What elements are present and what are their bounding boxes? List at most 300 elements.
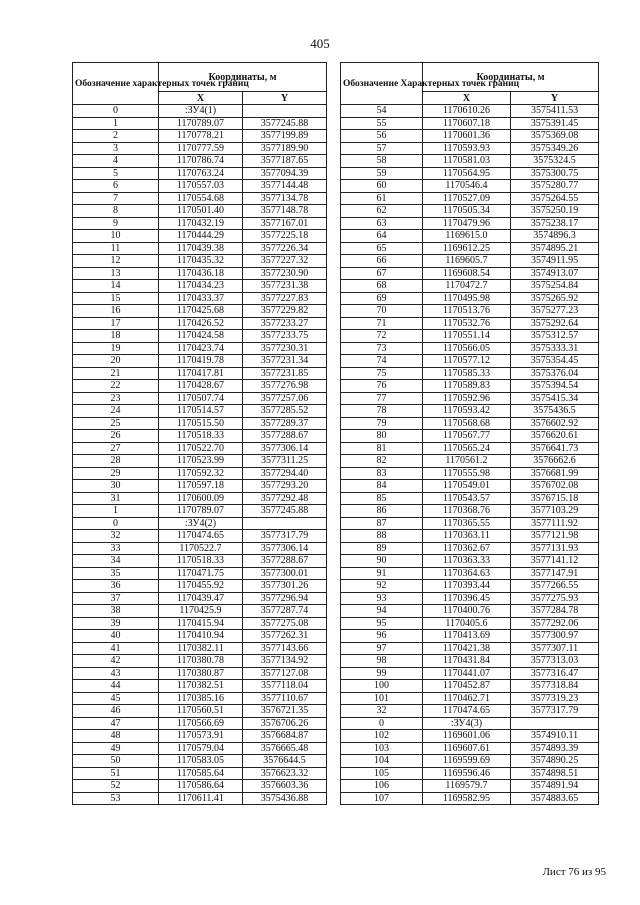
point-number: 13 bbox=[73, 267, 159, 280]
table-row bbox=[341, 742, 599, 755]
table-row bbox=[341, 305, 599, 318]
y-coordinate: 3577110.67 bbox=[243, 692, 327, 705]
point-number: 7 bbox=[73, 192, 159, 205]
x-coordinate: 1170385.16 bbox=[159, 692, 243, 705]
point-number: 82 bbox=[341, 455, 423, 468]
table-row bbox=[73, 192, 327, 205]
y-coordinate: 3577300.97 bbox=[511, 630, 599, 643]
table-row bbox=[73, 692, 327, 705]
x-coordinate: 1170585.33 bbox=[423, 367, 511, 380]
table-row bbox=[341, 442, 599, 455]
y-coordinate: 3575292.64 bbox=[511, 317, 599, 330]
x-coordinate: 1170611.41 bbox=[159, 792, 243, 805]
x-coordinate: 1170431.84 bbox=[423, 655, 511, 668]
x-coordinate: :ЗУ4(1) bbox=[159, 105, 243, 118]
y-coordinate: 3576702.08 bbox=[511, 480, 599, 493]
table-row bbox=[73, 430, 327, 443]
x-coordinate: 1170585.64 bbox=[159, 767, 243, 780]
point-number: 41 bbox=[73, 642, 159, 655]
x-coordinate: 1170365.55 bbox=[423, 517, 511, 530]
point-number: 24 bbox=[73, 405, 159, 418]
x-coordinate: 1170368.76 bbox=[423, 505, 511, 518]
y-coordinate: 3577245.88 bbox=[243, 117, 327, 130]
table-row bbox=[73, 567, 327, 580]
y-coordinate: 3577318.84 bbox=[511, 680, 599, 693]
point-number: 5 bbox=[73, 167, 159, 180]
y-coordinate: 3576620.61 bbox=[511, 430, 599, 443]
point-number: 83 bbox=[341, 467, 423, 480]
table-row bbox=[341, 705, 599, 718]
point-number: 27 bbox=[73, 442, 159, 455]
table-row bbox=[341, 480, 599, 493]
x-coordinate: 1170778.21 bbox=[159, 130, 243, 143]
point-number: 86 bbox=[341, 505, 423, 518]
x-coordinate: 1170777.59 bbox=[159, 142, 243, 155]
table-row bbox=[341, 192, 599, 205]
y-coordinate: 3577111.92 bbox=[511, 517, 599, 530]
point-number: 31 bbox=[73, 492, 159, 505]
table-row bbox=[341, 517, 599, 530]
table-row bbox=[73, 117, 327, 130]
table-row bbox=[73, 280, 327, 293]
point-number: 53 bbox=[73, 792, 159, 805]
x-coordinate: 1170444.29 bbox=[159, 230, 243, 243]
table-row bbox=[73, 767, 327, 780]
y-coordinate: 3575411.53 bbox=[511, 105, 599, 118]
y-coordinate: 3576662.6 bbox=[511, 455, 599, 468]
x-coordinate: 1170417.81 bbox=[159, 367, 243, 380]
point-number: 98 bbox=[341, 655, 423, 668]
table-row bbox=[73, 217, 327, 230]
point-number: 1 bbox=[73, 117, 159, 130]
y-coordinate bbox=[243, 105, 327, 118]
point-number: 57 bbox=[341, 142, 423, 155]
point-number: 95 bbox=[341, 617, 423, 630]
header-coordinates: Координаты, м bbox=[159, 63, 327, 92]
table-row bbox=[73, 467, 327, 480]
y-coordinate: 3576623.32 bbox=[243, 767, 327, 780]
table-row bbox=[341, 430, 599, 443]
y-coordinate: 3577285.52 bbox=[243, 405, 327, 418]
y-coordinate: 3574913.07 bbox=[511, 267, 599, 280]
x-coordinate: 1170600.09 bbox=[159, 492, 243, 505]
table-row bbox=[73, 555, 327, 568]
x-coordinate: 1170581.03 bbox=[423, 155, 511, 168]
y-coordinate: 3577127.08 bbox=[243, 667, 327, 680]
point-number: 12 bbox=[73, 255, 159, 268]
table-row bbox=[341, 692, 599, 705]
table-row bbox=[73, 542, 327, 555]
point-number: 29 bbox=[73, 467, 159, 480]
table-row bbox=[341, 242, 599, 255]
header-coordinates: Координаты, м bbox=[423, 63, 599, 92]
point-number: 50 bbox=[73, 755, 159, 768]
y-coordinate: 3577134.78 bbox=[243, 192, 327, 205]
y-coordinate: 3577227.83 bbox=[243, 292, 327, 305]
header-designation: Обозначение характерных точек границ bbox=[73, 63, 159, 105]
x-coordinate: 1170586.64 bbox=[159, 780, 243, 793]
x-coordinate: 1170543.57 bbox=[423, 492, 511, 505]
point-number: 99 bbox=[341, 667, 423, 680]
x-coordinate: 1170523.99 bbox=[159, 455, 243, 468]
x-coordinate: 1170435.32 bbox=[159, 255, 243, 268]
point-number: 0 bbox=[73, 105, 159, 118]
x-coordinate: 1170436.18 bbox=[159, 267, 243, 280]
point-number: 61 bbox=[341, 192, 423, 205]
y-coordinate: 3577167.01 bbox=[243, 217, 327, 230]
y-coordinate: 3575254.84 bbox=[511, 280, 599, 293]
y-coordinate: 3575277.23 bbox=[511, 305, 599, 318]
point-number: 65 bbox=[341, 242, 423, 255]
y-coordinate: 3577288.67 bbox=[243, 430, 327, 443]
y-coordinate: 3577293.20 bbox=[243, 480, 327, 493]
y-coordinate: 3577313.03 bbox=[511, 655, 599, 668]
y-coordinate: 3577262.31 bbox=[243, 630, 327, 643]
x-coordinate: 1169615.0 bbox=[423, 230, 511, 243]
x-coordinate: 1170583.05 bbox=[159, 755, 243, 768]
point-number: 81 bbox=[341, 442, 423, 455]
table-row bbox=[341, 167, 599, 180]
point-number: 45 bbox=[73, 692, 159, 705]
point-number: 60 bbox=[341, 180, 423, 193]
table-row bbox=[341, 617, 599, 630]
point-number: 3 bbox=[73, 142, 159, 155]
x-coordinate: 1170396.45 bbox=[423, 592, 511, 605]
point-number: 47 bbox=[73, 717, 159, 730]
y-coordinate: 3577225.18 bbox=[243, 230, 327, 243]
x-coordinate: 1170505.34 bbox=[423, 205, 511, 218]
table-row bbox=[341, 667, 599, 680]
point-number: 106 bbox=[341, 780, 423, 793]
y-coordinate: 3576706.26 bbox=[243, 717, 327, 730]
y-coordinate: 3577319.23 bbox=[511, 692, 599, 705]
y-coordinate: 3576715.18 bbox=[511, 492, 599, 505]
table-row bbox=[73, 105, 327, 118]
point-number: 75 bbox=[341, 367, 423, 380]
point-number: 32 bbox=[341, 705, 423, 718]
y-coordinate: 3575250.19 bbox=[511, 205, 599, 218]
point-number: 40 bbox=[73, 630, 159, 643]
table-row bbox=[341, 542, 599, 555]
x-coordinate: 1169579.7 bbox=[423, 780, 511, 793]
x-coordinate: 1170380.78 bbox=[159, 655, 243, 668]
x-coordinate: 1170515.50 bbox=[159, 417, 243, 430]
x-coordinate: 1170363.11 bbox=[423, 530, 511, 543]
y-coordinate: 3577276.98 bbox=[243, 380, 327, 393]
x-coordinate: 1170400.76 bbox=[423, 605, 511, 618]
y-coordinate: 3577144.48 bbox=[243, 180, 327, 193]
point-number: 100 bbox=[341, 680, 423, 693]
table-row bbox=[73, 417, 327, 430]
point-number: 20 bbox=[73, 355, 159, 368]
x-coordinate: 1170554.68 bbox=[159, 192, 243, 205]
table-row bbox=[73, 742, 327, 755]
y-coordinate: 3577311.25 bbox=[243, 455, 327, 468]
table-row bbox=[341, 730, 599, 743]
point-number: 71 bbox=[341, 317, 423, 330]
table-row bbox=[73, 667, 327, 680]
point-number: 70 bbox=[341, 305, 423, 318]
y-coordinate: 3577266.55 bbox=[511, 580, 599, 593]
point-number: 59 bbox=[341, 167, 423, 180]
point-number: 101 bbox=[341, 692, 423, 705]
x-coordinate: 1170432.19 bbox=[159, 217, 243, 230]
table-row bbox=[341, 792, 599, 805]
table-row bbox=[341, 767, 599, 780]
table-row bbox=[341, 580, 599, 593]
x-coordinate: 1170425.9 bbox=[159, 605, 243, 618]
table-row bbox=[73, 142, 327, 155]
right-table-body bbox=[341, 105, 599, 805]
point-number: 1 bbox=[73, 505, 159, 518]
x-coordinate: 1170560.51 bbox=[159, 705, 243, 718]
point-number: 54 bbox=[341, 105, 423, 118]
table-row bbox=[73, 630, 327, 643]
table-row bbox=[341, 592, 599, 605]
point-number: 25 bbox=[73, 417, 159, 430]
table-row bbox=[341, 630, 599, 643]
y-coordinate: 3576602.92 bbox=[511, 417, 599, 430]
point-number: 69 bbox=[341, 292, 423, 305]
header-designation: Обозначение Характерных точек границ bbox=[341, 63, 423, 105]
point-number: 72 bbox=[341, 330, 423, 343]
x-coordinate: 1170561.2 bbox=[423, 455, 511, 468]
y-coordinate: 3575265.92 bbox=[511, 292, 599, 305]
table-row bbox=[73, 355, 327, 368]
table-row bbox=[73, 167, 327, 180]
x-coordinate: 1170455.92 bbox=[159, 580, 243, 593]
y-coordinate: 3574911.95 bbox=[511, 255, 599, 268]
y-coordinate: 3577148.78 bbox=[243, 205, 327, 218]
table-row bbox=[341, 317, 599, 330]
x-coordinate: 1170546.4 bbox=[423, 180, 511, 193]
point-number: 28 bbox=[73, 455, 159, 468]
page-number: 405 bbox=[310, 36, 330, 51]
point-number: 36 bbox=[73, 580, 159, 593]
point-number: 43 bbox=[73, 667, 159, 680]
x-coordinate: 1170471.75 bbox=[159, 567, 243, 580]
x-coordinate: :ЗУ4(3) bbox=[423, 717, 511, 730]
x-coordinate: 1170577.12 bbox=[423, 355, 511, 368]
y-coordinate: 3574898.51 bbox=[511, 767, 599, 780]
y-coordinate: 3577143.66 bbox=[243, 642, 327, 655]
y-coordinate: 3575354.45 bbox=[511, 355, 599, 368]
table-row bbox=[341, 555, 599, 568]
table-row bbox=[341, 280, 599, 293]
point-number: 68 bbox=[341, 280, 423, 293]
table-row bbox=[73, 480, 327, 493]
x-coordinate: 1170532.76 bbox=[423, 317, 511, 330]
y-coordinate: 3577296.94 bbox=[243, 592, 327, 605]
y-coordinate: 3575280.77 bbox=[511, 180, 599, 193]
point-number: 38 bbox=[73, 605, 159, 618]
x-coordinate: 1170565.24 bbox=[423, 442, 511, 455]
x-coordinate: 1170380.87 bbox=[159, 667, 243, 680]
table-row bbox=[341, 292, 599, 305]
y-coordinate: 3577317.79 bbox=[243, 530, 327, 543]
y-coordinate: 3574910.11 bbox=[511, 730, 599, 743]
point-number: 22 bbox=[73, 380, 159, 393]
table-row bbox=[73, 255, 327, 268]
x-coordinate: 1170472.7 bbox=[423, 280, 511, 293]
y-coordinate: 3577230.90 bbox=[243, 267, 327, 280]
y-coordinate: 3576684.87 bbox=[243, 730, 327, 743]
y-coordinate: 3577275.93 bbox=[511, 592, 599, 605]
x-coordinate: 1170474.65 bbox=[423, 705, 511, 718]
x-coordinate: 1169599.69 bbox=[423, 755, 511, 768]
table-row bbox=[341, 267, 599, 280]
y-coordinate: 3577292.48 bbox=[243, 492, 327, 505]
y-coordinate: 3577226.34 bbox=[243, 242, 327, 255]
point-number: 32 bbox=[73, 530, 159, 543]
y-coordinate: 3577287.74 bbox=[243, 605, 327, 618]
x-coordinate: 1170518.33 bbox=[159, 555, 243, 568]
y-coordinate: 3574891.94 bbox=[511, 780, 599, 793]
table-row bbox=[341, 605, 599, 618]
x-coordinate: 1169596.46 bbox=[423, 767, 511, 780]
x-coordinate: 1170607.18 bbox=[423, 117, 511, 130]
point-number: 34 bbox=[73, 555, 159, 568]
table-row bbox=[73, 317, 327, 330]
point-number: 62 bbox=[341, 205, 423, 218]
left-table-body bbox=[73, 105, 327, 805]
x-coordinate: 1170424.58 bbox=[159, 330, 243, 343]
x-coordinate: 1170522.7 bbox=[159, 542, 243, 555]
y-coordinate: 3575264.55 bbox=[511, 192, 599, 205]
point-number: 84 bbox=[341, 480, 423, 493]
x-coordinate: 1170462.71 bbox=[423, 692, 511, 705]
point-number: 16 bbox=[73, 305, 159, 318]
table-row bbox=[73, 155, 327, 168]
table-row bbox=[73, 705, 327, 718]
table-row bbox=[73, 230, 327, 243]
y-coordinate bbox=[243, 517, 327, 530]
x-coordinate: 1170573.91 bbox=[159, 730, 243, 743]
y-coordinate: 3577306.14 bbox=[243, 542, 327, 555]
point-number: 77 bbox=[341, 392, 423, 405]
y-coordinate: 3577231.34 bbox=[243, 355, 327, 368]
table-row bbox=[73, 442, 327, 455]
point-number: 67 bbox=[341, 267, 423, 280]
table-row bbox=[73, 617, 327, 630]
point-number: 64 bbox=[341, 230, 423, 243]
table-row bbox=[73, 592, 327, 605]
x-coordinate: 1170423.74 bbox=[159, 342, 243, 355]
y-coordinate: 3577288.67 bbox=[243, 555, 327, 568]
x-coordinate: 1170518.33 bbox=[159, 430, 243, 443]
point-number: 52 bbox=[73, 780, 159, 793]
y-coordinate: 3574895.21 bbox=[511, 242, 599, 255]
y-coordinate: 3574890.25 bbox=[511, 755, 599, 768]
point-number: 103 bbox=[341, 742, 423, 755]
header-x: X bbox=[159, 92, 243, 105]
table-row bbox=[73, 367, 327, 380]
table-row bbox=[73, 530, 327, 543]
x-coordinate: 1170474.65 bbox=[159, 530, 243, 543]
table-row bbox=[341, 405, 599, 418]
y-coordinate: 3577294.40 bbox=[243, 467, 327, 480]
x-coordinate: 1170592.32 bbox=[159, 467, 243, 480]
header-x: X bbox=[423, 92, 511, 105]
table-row bbox=[341, 180, 599, 193]
point-number: 23 bbox=[73, 392, 159, 405]
table-row bbox=[341, 780, 599, 793]
point-number: 56 bbox=[341, 130, 423, 143]
y-coordinate: 3577121.98 bbox=[511, 530, 599, 543]
table-row bbox=[341, 717, 599, 730]
table-row bbox=[73, 655, 327, 668]
point-number: 37 bbox=[73, 592, 159, 605]
x-coordinate: 1170425.68 bbox=[159, 305, 243, 318]
table-row bbox=[341, 655, 599, 668]
point-number: 96 bbox=[341, 630, 423, 643]
point-number: 78 bbox=[341, 405, 423, 418]
point-number: 76 bbox=[341, 380, 423, 393]
y-coordinate: 3576665.48 bbox=[243, 742, 327, 755]
table-row bbox=[341, 355, 599, 368]
y-coordinate: 3577292.06 bbox=[511, 617, 599, 630]
point-number: 102 bbox=[341, 730, 423, 743]
table-row bbox=[341, 680, 599, 693]
y-coordinate: 3577131.93 bbox=[511, 542, 599, 555]
table-row bbox=[341, 417, 599, 430]
table-row bbox=[73, 642, 327, 655]
x-coordinate: 1170441.07 bbox=[423, 667, 511, 680]
point-number: 90 bbox=[341, 555, 423, 568]
table-row bbox=[341, 155, 599, 168]
y-coordinate: 3577301.26 bbox=[243, 580, 327, 593]
table-row bbox=[73, 680, 327, 693]
coordinates-table-left bbox=[72, 62, 327, 805]
x-coordinate: 1170364.63 bbox=[423, 567, 511, 580]
x-coordinate: 1170593.93 bbox=[423, 142, 511, 155]
table-row bbox=[341, 380, 599, 393]
table-row bbox=[73, 242, 327, 255]
table-row bbox=[73, 755, 327, 768]
y-coordinate: 3577199.89 bbox=[243, 130, 327, 143]
point-number: 15 bbox=[73, 292, 159, 305]
point-number: 30 bbox=[73, 480, 159, 493]
header-y: Y bbox=[243, 92, 327, 105]
y-coordinate: 3577275.08 bbox=[243, 617, 327, 630]
point-number: 42 bbox=[73, 655, 159, 668]
point-number: 0 bbox=[341, 717, 423, 730]
y-coordinate: 3577229.82 bbox=[243, 305, 327, 318]
point-number: 0 bbox=[73, 517, 159, 530]
x-coordinate: 1170426.52 bbox=[159, 317, 243, 330]
x-coordinate: 1169601.06 bbox=[423, 730, 511, 743]
table-row bbox=[73, 580, 327, 593]
point-number: 46 bbox=[73, 705, 159, 718]
table-row bbox=[341, 142, 599, 155]
sheet-counter: Лист 76 из 95 bbox=[542, 866, 606, 878]
table-row bbox=[341, 755, 599, 768]
x-coordinate: 1170597.18 bbox=[159, 480, 243, 493]
x-coordinate: 1170601.36 bbox=[423, 130, 511, 143]
y-coordinate: 3576644.5 bbox=[243, 755, 327, 768]
x-coordinate: 1169612.25 bbox=[423, 242, 511, 255]
point-number: 17 bbox=[73, 317, 159, 330]
table-row bbox=[73, 267, 327, 280]
y-coordinate: 3575349.26 bbox=[511, 142, 599, 155]
coordinates-table-right bbox=[340, 62, 599, 805]
table-row bbox=[73, 405, 327, 418]
x-coordinate: 1170786.74 bbox=[159, 155, 243, 168]
table-row bbox=[341, 330, 599, 343]
y-coordinate: 3577300.01 bbox=[243, 567, 327, 580]
point-number: 44 bbox=[73, 680, 159, 693]
point-number: 9 bbox=[73, 217, 159, 230]
